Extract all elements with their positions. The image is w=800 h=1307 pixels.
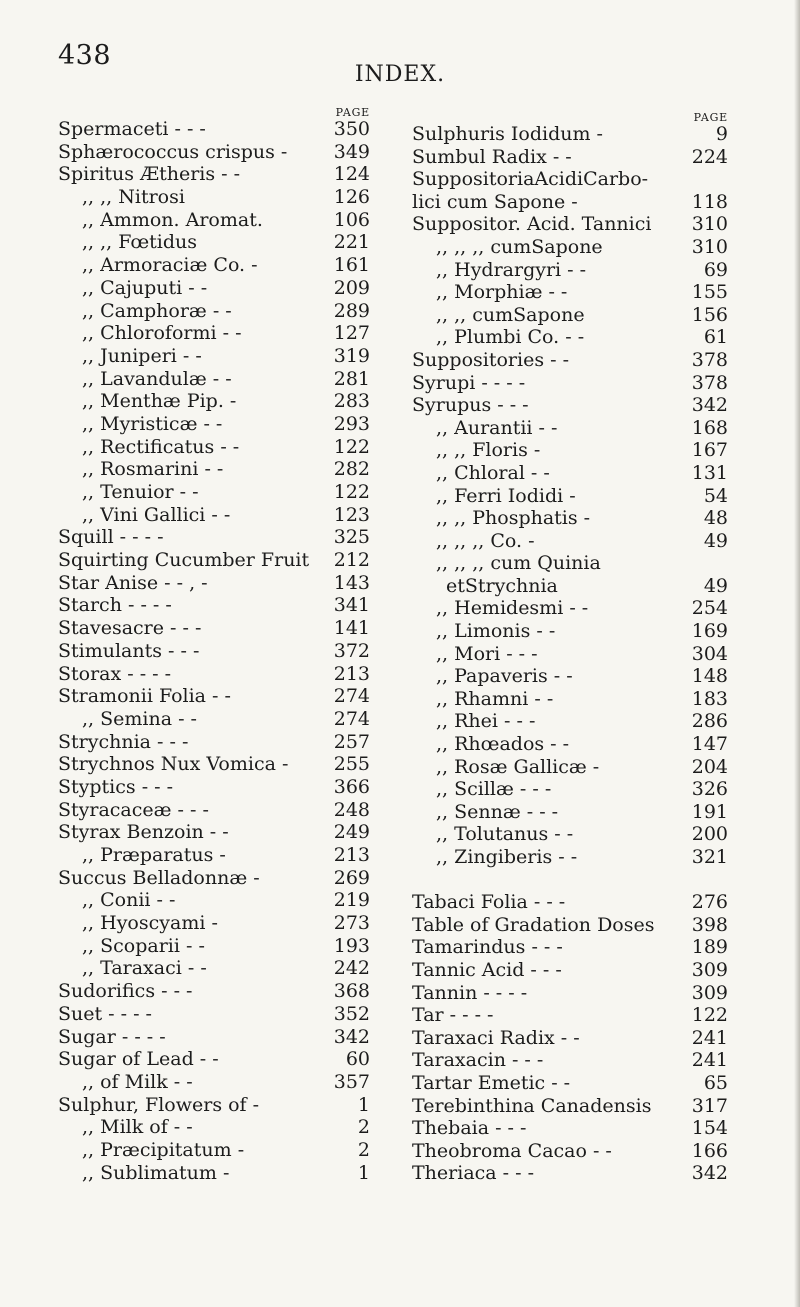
- index-page-number: 248: [333, 798, 370, 821]
- index-term: Succus Belladonnæ -: [58, 866, 260, 889]
- index-page-number: 352: [333, 1002, 370, 1025]
- index-term: ,, Milk of - -: [82, 1116, 193, 1139]
- section-gap: [412, 869, 728, 892]
- index-term: Squill - - - -: [58, 526, 164, 549]
- index-page-number: 49: [703, 529, 728, 552]
- index-term: Syrupus - - -: [412, 394, 529, 417]
- index-term: ,, Rosæ Gallicæ -: [436, 755, 600, 778]
- index-entry: [58, 663, 370, 686]
- index-entry-list: [412, 123, 728, 869]
- index-page-number: 341: [333, 594, 370, 617]
- index-entry: [58, 231, 370, 254]
- index-term: ,, Sennæ - - -: [436, 800, 559, 823]
- index-term: ,, Ferri Iodidi -: [436, 484, 576, 507]
- index-page-number: 61: [703, 326, 728, 349]
- index-entry: [412, 914, 728, 937]
- index-entry: [412, 733, 728, 756]
- index-page-number: 2: [357, 1116, 370, 1139]
- index-entry: [412, 326, 728, 349]
- index-entry: [58, 594, 370, 617]
- index-page-number: 219: [333, 889, 370, 912]
- index-term: ,, Rhamni - -: [436, 687, 554, 710]
- index-entry: [58, 912, 370, 935]
- index-page-number: 141: [333, 617, 370, 640]
- index-term: Sulphur, Flowers of -: [58, 1093, 260, 1116]
- index-entry: [58, 549, 370, 572]
- index-page-number: 255: [333, 753, 370, 776]
- index-entry: [58, 1026, 370, 1049]
- index-page-number: 257: [333, 730, 370, 753]
- index-page-number: 241: [691, 1026, 728, 1049]
- index-page-number: 321: [691, 846, 728, 868]
- index-entry: [412, 1004, 728, 1027]
- index-page-number: 317: [691, 1094, 728, 1117]
- index-entry: [58, 300, 370, 323]
- index-entry: [412, 439, 728, 462]
- index-page-number: 368: [333, 980, 370, 1003]
- index-page-number: 2: [357, 1138, 370, 1161]
- index-page-number: 326: [691, 778, 728, 801]
- index-term: ,, Limonis - -: [436, 620, 556, 643]
- index-page-number: 200: [691, 823, 728, 846]
- index-entry: [58, 572, 370, 595]
- index-entry: [58, 141, 370, 164]
- index-page-number: 204: [691, 755, 728, 778]
- index-page-number: 124: [333, 163, 370, 186]
- index-entry: [58, 481, 370, 504]
- index-term: ,, Conii - -: [82, 889, 176, 912]
- index-entry: [58, 980, 370, 1003]
- index-entry: [412, 688, 728, 711]
- index-page-number: 213: [333, 662, 370, 685]
- index-page-number: 106: [333, 208, 370, 231]
- index-page-number: 65: [703, 1071, 728, 1094]
- index-term: ,, Scillæ - - -: [436, 778, 552, 801]
- index-entry: [58, 617, 370, 640]
- index-entry: [58, 685, 370, 708]
- index-page-number: 286: [691, 710, 728, 733]
- index-term: ,, Chloroformi - -: [82, 322, 242, 345]
- index-term: Star Anise - - , -: [58, 571, 208, 594]
- index-term: ,, Armoraciæ Co. -: [82, 254, 258, 277]
- index-entry: [412, 372, 728, 395]
- index-entry: [412, 643, 728, 666]
- index-page-number: 378: [691, 348, 728, 371]
- index-page-number: 126: [333, 186, 370, 209]
- index-entry: [412, 349, 728, 372]
- index-entry: [58, 776, 370, 799]
- index-page-number: 304: [691, 642, 728, 665]
- index-page-number: 293: [333, 412, 370, 435]
- index-term: ,, Papaveris - -: [436, 665, 573, 688]
- index-term: ,, Plumbi Co. - -: [436, 326, 585, 349]
- index-term: Tabaci Folia - - -: [412, 891, 566, 914]
- index-page-number: 224: [691, 145, 728, 168]
- index-column-right: [412, 108, 728, 1185]
- index-entry: [412, 1049, 728, 1072]
- index-page-number: 212: [333, 549, 370, 572]
- index-entry: [412, 213, 728, 236]
- index-term: Sugar of Lead - -: [58, 1048, 219, 1071]
- index-term: Sudorifics - - -: [58, 980, 193, 1003]
- index-page-number: 274: [333, 707, 370, 730]
- index-term: ,, Vini Gallici - -: [82, 503, 231, 526]
- index-term: ,, Myristicæ - -: [82, 412, 223, 435]
- index-term: ,, ,, Nitrosi: [82, 186, 185, 209]
- index-page-number: 213: [333, 844, 370, 866]
- index-entry: [412, 485, 728, 508]
- index-entry: [58, 1116, 370, 1139]
- index-entry: [58, 1048, 370, 1071]
- index-term: etStrychnia: [446, 574, 558, 597]
- index-term: Table of Gradation Doses: [412, 913, 655, 936]
- index-term: Tartar Emetic - -: [412, 1071, 571, 1094]
- index-entry: [412, 191, 728, 214]
- index-term: ,, Taraxaci - -: [82, 957, 207, 980]
- index-term: ,, ,, ,, cum Quinia: [436, 552, 601, 575]
- index-entry: [58, 889, 370, 912]
- index-term: ,, Tenuior - -: [82, 481, 199, 503]
- index-entry: [412, 959, 728, 982]
- index-entry: [412, 259, 728, 282]
- index-page-number: 127: [333, 322, 370, 345]
- index-entry: [58, 345, 370, 368]
- index-page-number: 183: [691, 687, 728, 710]
- index-entry: [412, 552, 728, 575]
- index-entry: [58, 163, 370, 186]
- index-page-number: 281: [333, 367, 370, 390]
- index-entry: [58, 753, 370, 776]
- index-entry: [412, 982, 728, 1005]
- index-entry: [412, 665, 728, 688]
- index-page-number: 269: [333, 866, 370, 889]
- index-term: ,, ,, Floris -: [436, 439, 541, 462]
- index-page-number: 48: [703, 507, 728, 530]
- index-entry: [58, 390, 370, 413]
- index-page-number: 169: [691, 620, 728, 643]
- index-entry: [412, 575, 728, 598]
- index-entry: [412, 394, 728, 417]
- index-entry: [412, 1095, 728, 1118]
- index-term: ,, ,, Fœtidus: [82, 231, 198, 254]
- index-term: ,, Zingiberis - -: [436, 846, 578, 868]
- index-page-number: 9: [715, 123, 728, 145]
- index-page-number: 166: [691, 1139, 728, 1162]
- index-page-number: 193: [333, 934, 370, 957]
- index-page-number: 366: [333, 775, 370, 798]
- index-page-number: 131: [691, 461, 728, 484]
- index-page-number: 342: [691, 394, 728, 417]
- index-entry: [412, 123, 728, 146]
- index-entry: [58, 799, 370, 822]
- index-entry-list: [412, 891, 728, 1185]
- index-entry: [412, 710, 728, 733]
- index-entry: [412, 1117, 728, 1140]
- index-entry: [58, 526, 370, 549]
- index-page-number: 398: [691, 913, 728, 936]
- index-entry: [412, 823, 728, 846]
- index-term: Terebinthina Canadensis: [412, 1094, 652, 1117]
- index-term: ,, Præcipitatum -: [82, 1138, 245, 1161]
- index-term: Suppositories - -: [412, 348, 569, 371]
- index-page-number: 148: [691, 665, 728, 688]
- index-term: ,, Cajuputi - -: [82, 276, 208, 299]
- index-page-number: 1: [357, 1093, 370, 1116]
- index-page-number: 254: [691, 597, 728, 620]
- index-entry: [412, 236, 728, 259]
- index-term: ,, Semina - -: [82, 707, 197, 730]
- index-entry: [58, 254, 370, 277]
- index-entry: [58, 458, 370, 481]
- index-entry-list: [58, 118, 370, 1184]
- index-entry: [412, 417, 728, 440]
- index-term: Styrax Benzoin - -: [58, 821, 229, 844]
- index-entry: [412, 281, 728, 304]
- index-term: ,, Juniperi - -: [82, 344, 202, 367]
- index-entry: [58, 186, 370, 209]
- index-entry: [58, 1003, 370, 1026]
- index-term: ,, ,, ,, cumSapone: [436, 235, 603, 258]
- index-term: Stavesacre - - -: [58, 617, 202, 640]
- index-entry: [412, 1072, 728, 1095]
- index-page-number: 49: [703, 574, 728, 597]
- index-page-number: 60: [345, 1048, 370, 1071]
- index-entry: [58, 867, 370, 890]
- index-page-number: 249: [333, 821, 370, 844]
- index-entry: [412, 1027, 728, 1050]
- page-column-label: PAGE: [335, 106, 370, 119]
- index-entry: [412, 756, 728, 779]
- index-term: ,, Aurantii - -: [436, 416, 558, 439]
- index-entry: [412, 846, 728, 869]
- index-entry: [58, 640, 370, 663]
- index-page-number: 357: [333, 1070, 370, 1093]
- index-page-number: 282: [333, 458, 370, 481]
- index-page-number: 221: [333, 231, 370, 254]
- index-entry: [58, 708, 370, 731]
- index-term: ,, Ammon. Aromat.: [82, 208, 263, 231]
- index-term: Theriaca - - -: [412, 1162, 534, 1185]
- index-page-number: 309: [691, 958, 728, 981]
- index-page-number: 342: [333, 1025, 370, 1048]
- index-entry: [58, 821, 370, 844]
- index-entry: [58, 1071, 370, 1094]
- index-term: ,, Chloral - -: [436, 461, 550, 484]
- index-page-number: 122: [333, 481, 370, 503]
- index-page-number: 325: [333, 526, 370, 549]
- index-entry: [58, 322, 370, 345]
- index-term: Taraxaci Radix - -: [412, 1026, 580, 1049]
- index-term: Strychnos Nux Vomica -: [58, 753, 289, 776]
- index-entry: [412, 597, 728, 620]
- index-term: ,, ,, ,, Co. -: [436, 529, 535, 552]
- index-page-number: 372: [333, 639, 370, 662]
- index-page-number: 349: [333, 140, 370, 163]
- index-term: Thebaia - - -: [412, 1117, 527, 1140]
- index-page-number: 167: [691, 439, 728, 462]
- index-page-number: 378: [691, 371, 728, 394]
- index-page-number: 242: [333, 957, 370, 980]
- index-term: Sulphuris Iodidum -: [412, 123, 603, 145]
- index-page-number: 122: [691, 1004, 728, 1027]
- index-term: ,, Rosmarini - -: [82, 458, 224, 481]
- index-page-number: 154: [691, 1117, 728, 1140]
- index-page-number: 143: [333, 571, 370, 594]
- index-entry: [58, 209, 370, 232]
- index-page-number: 209: [333, 276, 370, 299]
- index-page-number: 289: [333, 299, 370, 322]
- index-term: Tannin - - - -: [412, 981, 528, 1004]
- index-page-number: 168: [691, 416, 728, 439]
- index-term: Sugar - - - -: [58, 1025, 166, 1048]
- index-term: Storax - - - -: [58, 662, 172, 685]
- index-entry: [58, 1094, 370, 1117]
- index-page-number: 191: [691, 800, 728, 823]
- index-term: Spiritus Ætheris - -: [58, 163, 241, 186]
- index-term: ,, Tolutanus - -: [436, 823, 574, 846]
- index-page-number: 118: [691, 190, 728, 213]
- index-entry: [412, 146, 728, 169]
- index-term: Tamarindus - - -: [412, 936, 563, 959]
- index-term: Suet - - - -: [58, 1002, 152, 1025]
- index-term: ,, Morphiæ - -: [436, 281, 568, 304]
- index-entry: [412, 168, 728, 191]
- index-page-number: 310: [691, 213, 728, 236]
- index-page-number: 147: [691, 733, 728, 756]
- index-term: ,, ,, Phosphatis -: [436, 507, 591, 530]
- index-term: Sumbul Radix - -: [412, 145, 572, 168]
- index-page-number: 283: [333, 390, 370, 413]
- page-column-label: PAGE: [693, 111, 728, 124]
- index-term: ,, Hyoscyami -: [82, 912, 218, 935]
- page-edge-shadow: [794, 0, 800, 1307]
- index-page-number: 161: [333, 254, 370, 277]
- index-entry: [412, 1162, 728, 1185]
- index-term: Starch - - - -: [58, 594, 172, 617]
- index-page-number: 189: [691, 936, 728, 959]
- index-entry: [58, 118, 370, 141]
- index-page-number: 1: [357, 1161, 370, 1184]
- index-entry: [58, 277, 370, 300]
- index-term: ,, Camphoræ - -: [82, 299, 232, 322]
- index-term: Stramonii Folia - -: [58, 685, 231, 708]
- index-term: SuppositoriaAcidiCarbo-: [412, 168, 649, 191]
- index-page-number: 319: [333, 344, 370, 367]
- index-entry: [412, 304, 728, 327]
- index-term: ,, Scoparii - -: [82, 934, 205, 957]
- index-page-number: 310: [691, 235, 728, 258]
- index-entry: [58, 844, 370, 867]
- index-page-number: 69: [703, 258, 728, 281]
- index-term: Styracaceæ - - -: [58, 798, 209, 821]
- index-term: ,, ,, cumSapone: [436, 303, 585, 326]
- index-page-number: 241: [691, 1049, 728, 1072]
- index-entry: [58, 957, 370, 980]
- index-term: ,, Hemidesmi - -: [436, 597, 589, 620]
- index-term: Squirting Cucumber Fruit: [58, 549, 310, 572]
- index-term: ,, Menthæ Pip. -: [82, 390, 237, 413]
- index-term: ,, Mori - - -: [436, 642, 538, 665]
- index-entry: [412, 891, 728, 914]
- index-term: Tannic Acid - - -: [412, 958, 562, 981]
- index-entry: [412, 462, 728, 485]
- index-term: ,, Rectificatus - -: [82, 435, 240, 458]
- index-page-number: 274: [333, 685, 370, 708]
- index-term: Suppositor. Acid. Tannici: [412, 213, 652, 236]
- index-term: ,, Sublimatum -: [82, 1161, 230, 1184]
- index-entry: [58, 731, 370, 754]
- index-entry: [412, 507, 728, 530]
- index-page-number: 123: [333, 503, 370, 526]
- index-page-number: 309: [691, 981, 728, 1004]
- index-term: ,, Hydrargyri - -: [436, 258, 587, 281]
- running-title: INDEX.: [354, 62, 446, 87]
- index-term: Sphærococcus crispus -: [58, 140, 288, 163]
- index-term: Strychnia - - -: [58, 730, 189, 753]
- index-term: Syrupi - - - -: [412, 371, 526, 394]
- index-entry: [58, 368, 370, 391]
- index-term: Tar - - - -: [412, 1004, 494, 1027]
- index-column-left: [58, 108, 370, 1184]
- index-term: Styptics - - -: [58, 775, 174, 798]
- index-entry: [58, 504, 370, 527]
- index-page-number: 54: [703, 484, 728, 507]
- index-page-number: 156: [691, 303, 728, 326]
- index-entry: [412, 778, 728, 801]
- index-term: lici cum Sapone -: [412, 190, 578, 213]
- index-term: ,, Præparatus -: [82, 844, 226, 866]
- index-term: Taraxacin - - -: [412, 1049, 544, 1072]
- index-term: ,, Rhœados - -: [436, 733, 570, 756]
- index-entry: [412, 620, 728, 643]
- index-term: ,, of Milk - -: [82, 1070, 193, 1093]
- index-page-number: 155: [691, 281, 728, 304]
- index-entry: [412, 530, 728, 553]
- index-entry: [412, 801, 728, 824]
- index-page-number: 273: [333, 912, 370, 935]
- index-entry: [58, 413, 370, 436]
- index-entry: [58, 935, 370, 958]
- index-entry: [58, 1139, 370, 1162]
- index-term: ,, Lavandulæ - -: [82, 367, 232, 390]
- index-term: ,, Rhei - - -: [436, 710, 536, 733]
- index-term: Theobroma Cacao - -: [412, 1139, 612, 1162]
- index-page-number: 276: [691, 891, 728, 914]
- index-entry: [58, 436, 370, 459]
- index-term: Spermaceti - - -: [58, 118, 206, 140]
- index-entry: [412, 1140, 728, 1163]
- index-page-number: 342: [691, 1162, 728, 1185]
- index-term: Stimulants - - -: [58, 639, 200, 662]
- page-number: 438: [58, 40, 112, 71]
- index-entry: [58, 1162, 370, 1185]
- index-page-number: 350: [333, 118, 370, 140]
- index-page-number: 122: [333, 435, 370, 458]
- index-entry: [412, 936, 728, 959]
